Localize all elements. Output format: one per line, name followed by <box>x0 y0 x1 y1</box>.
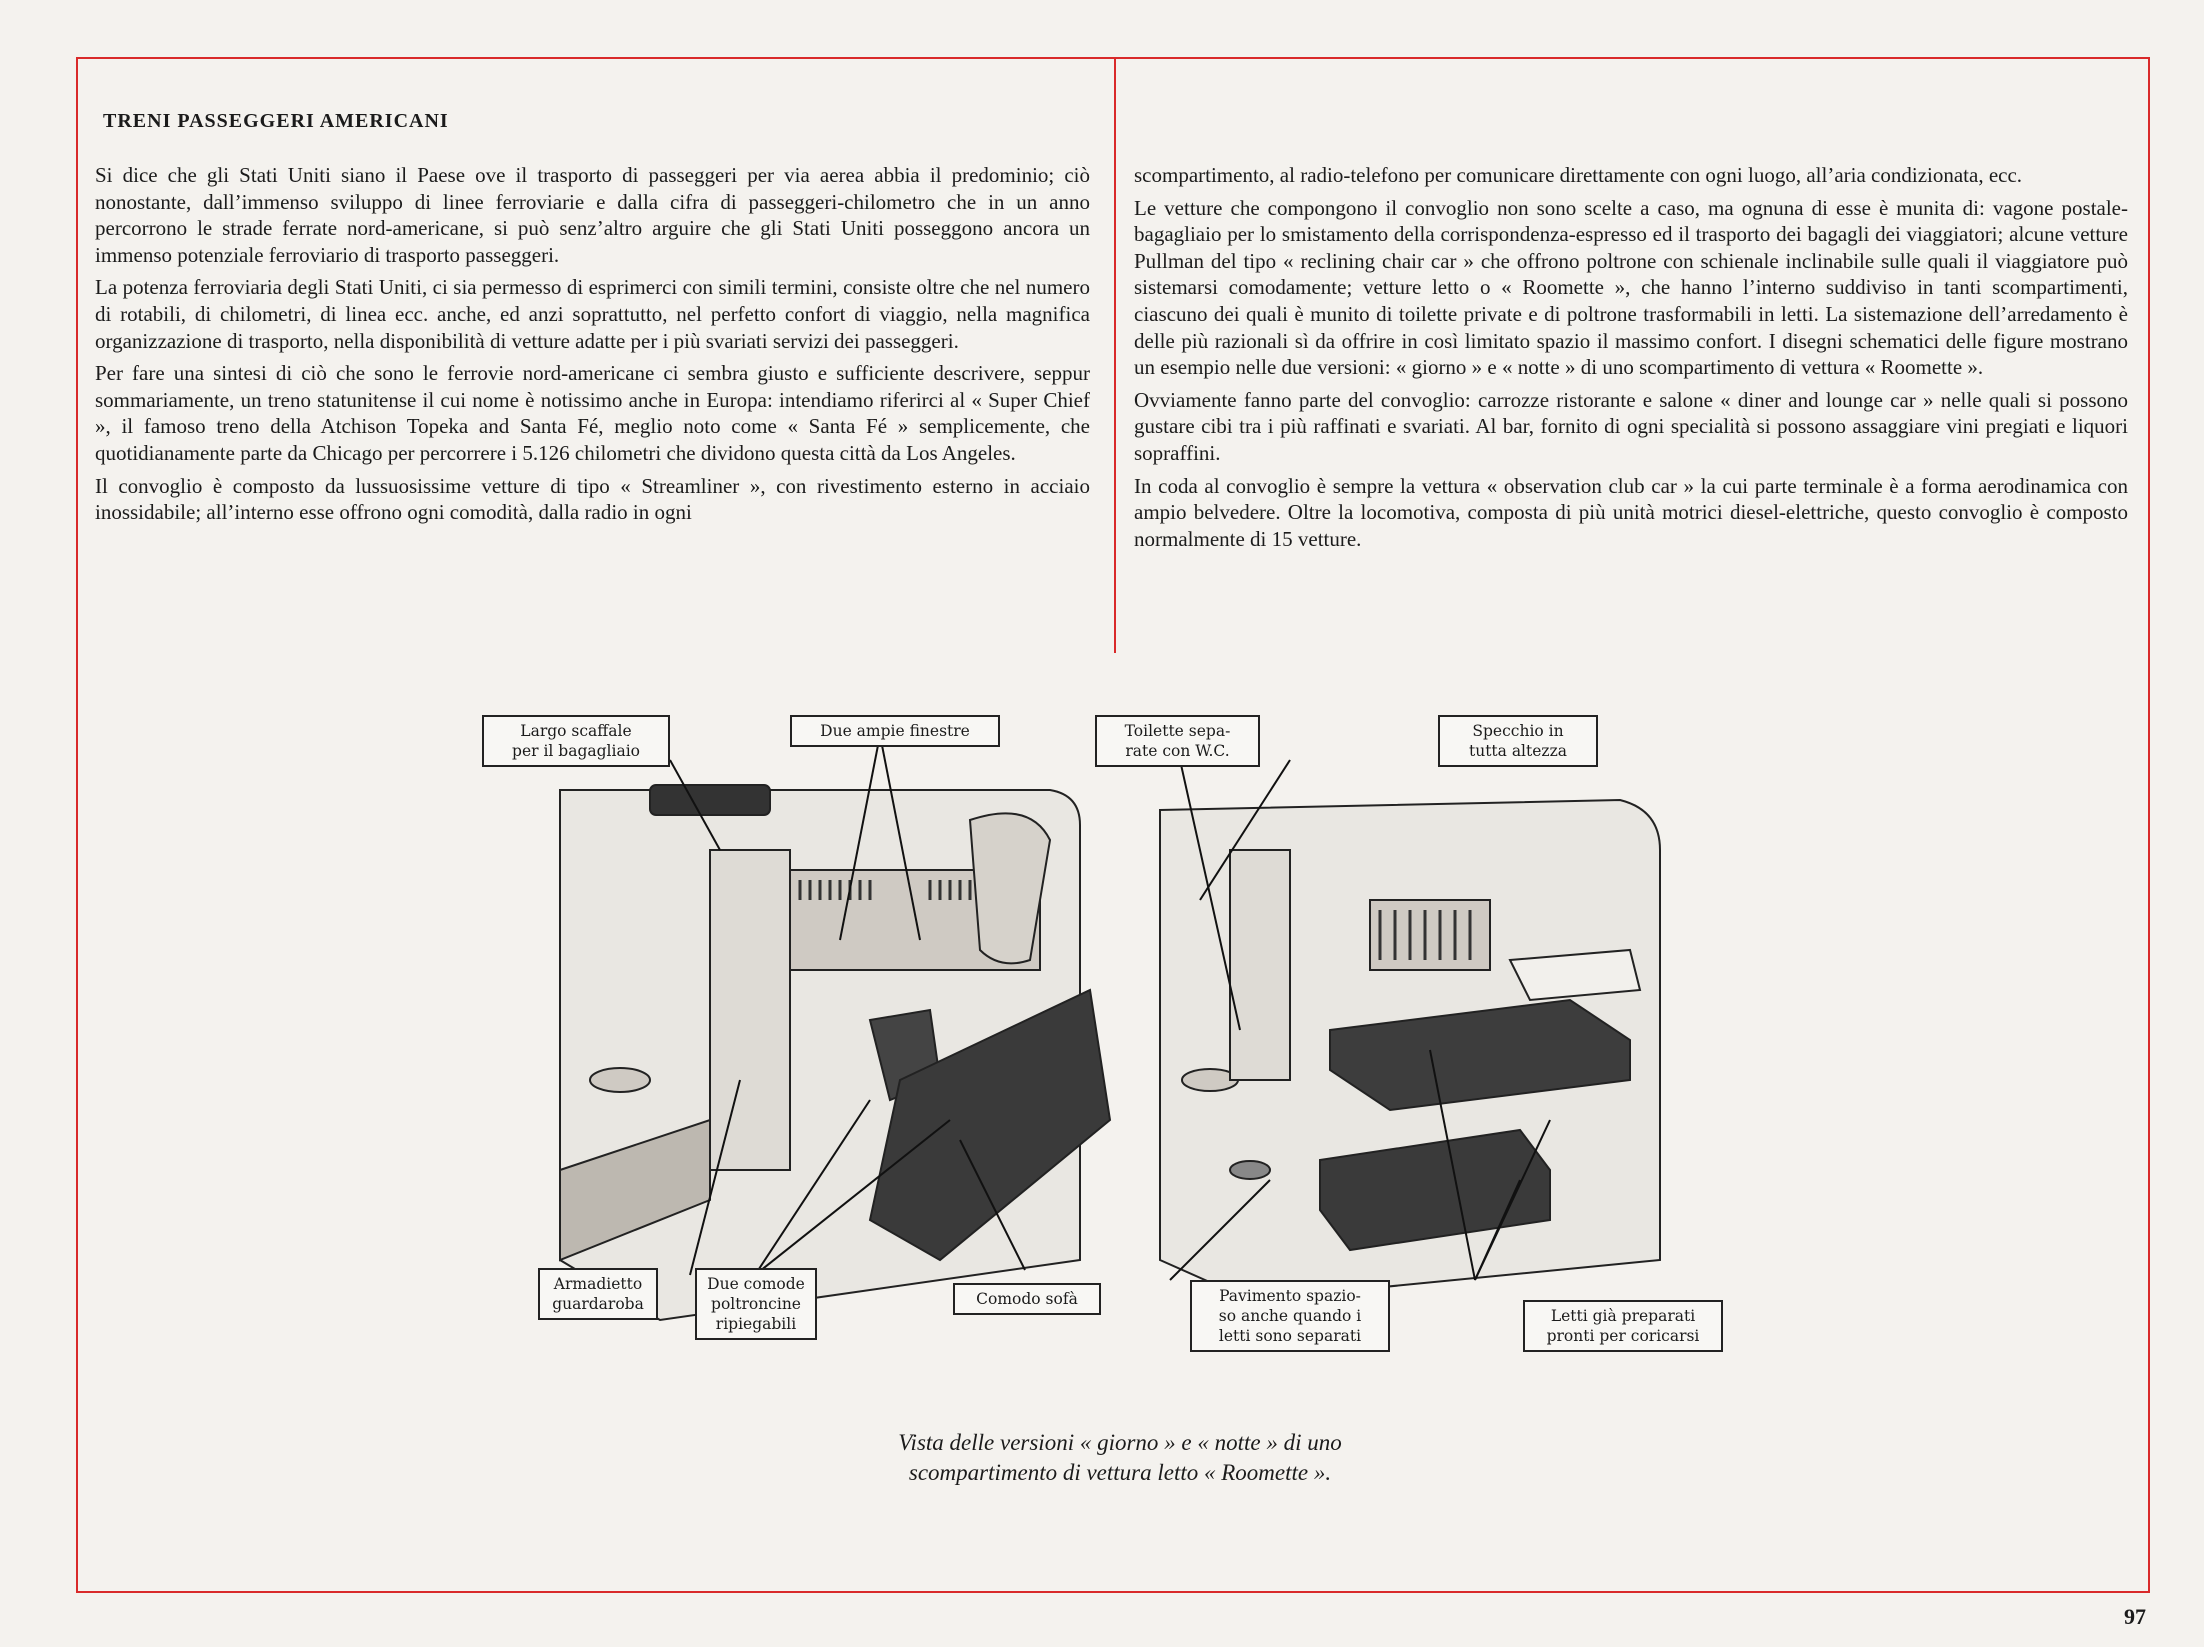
paragraph: Il convoglio è composto da lussuosissime vetture di tipo « Streamliner », con rivestimento esterno in acciaio inossidabile; all’interno esse offrono ogni comodità, dalla radio in ogni <box>95 473 1090 525</box>
paragraph: Per fare una sintesi di ciò che sono le ferrovie nord-americane ci sembra giusto e sufficiente descrivere, seppur sommariamente, un treno statunitense il cui nome è notissimo anche in Europa: intendiamo riferirci al « Super Chief », il famoso treno della Atchison Topeka and Santa Fé, meglio noto come « Santa Fé » semplicemente, che quotidianamente parte da Chicago per percorrere i 5.126 chilometri che dividono questa città da Los Angeles. <box>95 361 1090 465</box>
column-divider <box>1114 57 1116 653</box>
paragraph: Si dice che gli Stati Uniti siano il Paese ove il trasporto di passeggeri per via aerea abbia il predominio; ciò nonostante, dall’immenso sviluppo di linee ferroviarie e dalla cifra di passeggeri-chilometro che in un anno percorrono le strade ferrate nord-americane, si può senz’altro arguire che gli Stati Uniti posseggono ancora un immenso potenziale ferroviario di trasporto passeggeri. <box>95 163 1090 267</box>
callout-wardrobe: Armadietto guardaroba <box>538 1268 658 1320</box>
caption-line: scompartimento di vettura letto « Roomette ». <box>908 1460 1332 1485</box>
day-compartment-drawing <box>560 785 1110 1320</box>
page-number: 97 <box>2124 1604 2146 1629</box>
paragraph: In coda al convoglio è sempre la vettura « observation club car » la cui parte terminale è a forma aerodinamica con ampio belvedere. Oltre la locomotiva, composta di più unità motrici diesel-elettriche, questo convoglio è composto normalmente di 15 vetture. <box>1134 473 2128 551</box>
caption-line: Vista delle versioni « giorno » e « notte » di uno <box>898 1430 1342 1455</box>
callout-beds: Letti già preparati pronti per coricarsi <box>1523 1300 1723 1352</box>
article-title: TRENI PASSEGGERI AMERICANI <box>103 110 449 132</box>
paragraph: scompartimento, al radio-telefono per comunicare direttamente con ogni luogo, all’aria condizionata, ecc. <box>1134 163 2023 187</box>
right-column <box>1134 162 2128 558</box>
roomette-drawing <box>470 700 1770 1360</box>
paragraph: Le vetture che compongono il convoglio non sono scelte a caso, ma ognuna di esse è munita di: vagone postale-bagagliaio per lo smistamento della corrispondenza-espresso ed il trasporto dei bagagli dei viaggiatori; alcune vetture Pullman del tipo « reclining chair car » che offrono poltrone con schienale inclinabile sulle quali il viaggiatore può sistemarsi comodamente; vetture letto o « Roomette », che hanno l’interno suddiviso in tanti scompartimenti, ciascuno dei quali è munito di toilette private e di poltrone trasformabili in letti. La sistemazione dell’arredamento è delle più razionali sì da offrire in così limitato spazio il massimo confort. I disegni schematici delle figure mostrano un esempio nelle due versioni: « giorno » e « notte » di uno scompartimento di vettura « Roomette ». <box>1134 195 2128 380</box>
callout-windows: Due ampie finestre <box>790 715 1000 747</box>
callout-floor-space: Pavimento spazio- so anche quando i letti sono separati <box>1190 1280 1390 1352</box>
night-compartment-drawing <box>1160 800 1660 1300</box>
paragraph: La potenza ferroviaria degli Stati Uniti, ci sia permesso di esprimerci con simili termini, consiste oltre che nel numero di rotabili, di chilometri, di linea ecc. anche, ed anzi soprattutto, nel perfetto confort di viaggio, nella magnifica organizzazione di trasporto, nella disponibilità di vetture adatte per i più svariati servizi dei passeggeri. <box>95 275 1090 353</box>
callout-toilet: Toilette sepa- rate con W.C. <box>1095 715 1260 767</box>
roomette-illustration <box>470 700 1770 1360</box>
left-column <box>95 162 1090 532</box>
paragraph: Ovviamente fanno parte del convoglio: carrozze ristorante e salone « diner and lounge car » nelle quali si possono gustare cibi tra i più raffinati e svariati. Al bar, fornito di ogni specialità si possono assaggiare vini pregiati e liquori sopraffini. <box>1134 387 2128 465</box>
figure-caption <box>780 1428 1460 1488</box>
callout-mirror: Specchio in tutta altezza <box>1438 715 1598 767</box>
callout-luggage-shelf: Largo scaffale per il bagagliaio <box>482 715 670 767</box>
callout-sofa: Comodo sofà <box>953 1283 1101 1315</box>
callout-folding-chairs: Due comode poltroncine ripiegabili <box>695 1268 817 1340</box>
